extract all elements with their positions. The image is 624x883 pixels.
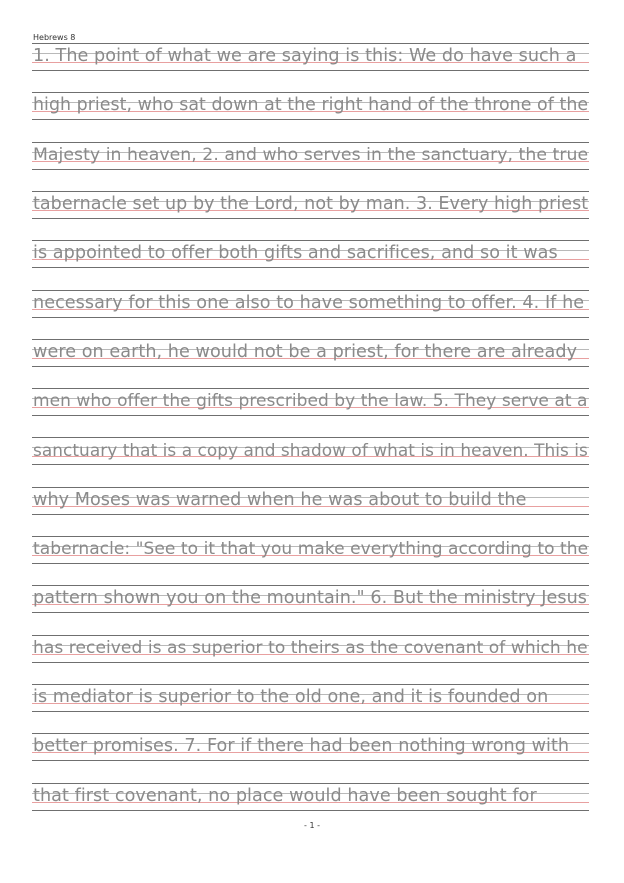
page-title: Hebrews 8 <box>33 33 76 42</box>
writing-row <box>32 437 589 475</box>
rule-line-bot <box>32 366 589 367</box>
writing-row <box>32 142 589 180</box>
rule-line-bot <box>32 760 589 761</box>
rule-line-top <box>32 635 589 636</box>
rule-line-bot <box>32 514 589 515</box>
tracing-text: men who offer the gifts prescribed by the law. 5. They serve at a <box>33 391 588 412</box>
rule-line-top <box>32 92 589 93</box>
tracing-text: necessary for this one also to have something to offer. 4. If he <box>33 292 585 313</box>
tracing-text: better promises. 7. For if there had been nothing wrong with <box>33 736 570 757</box>
writing-row <box>32 191 589 229</box>
rule-line-bot <box>32 317 589 318</box>
rule-line-bot <box>32 70 589 71</box>
writing-row <box>32 783 589 821</box>
tracing-text: is mediator is superior to the old one, and it is founded on <box>33 686 549 707</box>
rule-line-top <box>32 684 589 685</box>
tracing-text: sanctuary that is a copy and shadow of what is in heaven. This is <box>33 440 588 461</box>
rule-line-bot <box>32 612 589 613</box>
writing-row <box>32 635 589 673</box>
tracing-text: has received is as superior to theirs as the covenant of which he <box>33 637 588 658</box>
rule-line-top <box>32 290 589 291</box>
writing-row <box>32 487 589 525</box>
tracing-text: tabernacle: "See to it that you make everything according to the <box>33 539 589 559</box>
writing-row <box>32 240 589 278</box>
writing-row <box>32 684 589 722</box>
writing-row <box>32 290 589 328</box>
rule-line-top <box>32 240 589 241</box>
rule-line-bot <box>32 810 589 811</box>
rule-line-bot <box>32 169 589 170</box>
rule-line-bot <box>32 464 589 465</box>
writing-row <box>32 585 589 623</box>
writing-row <box>32 733 589 771</box>
tracing-text: why Moses was warned when he was about to build the <box>33 489 527 510</box>
tracing-text: that first covenant, no place would have been sought for <box>33 785 537 806</box>
tracing-text: Majesty in heaven, 2. and who serves in the sanctuary, the true <box>33 144 589 165</box>
writing-row <box>32 43 589 81</box>
rule-line-top <box>32 487 589 488</box>
rule-line-top <box>32 437 589 438</box>
writing-row <box>32 536 589 574</box>
rule-line-top <box>32 191 589 192</box>
rule-line-top <box>32 733 589 734</box>
rule-line-top <box>32 585 589 586</box>
rule-line-bot <box>32 267 589 268</box>
tracing-text: 1. The point of what we are saying is this: We do have such a <box>33 46 577 66</box>
tracing-text: tabernacle set up by the Lord, not by man. 3. Every high priest <box>33 193 589 214</box>
rule-line-top <box>32 43 589 44</box>
rule-line-bot <box>32 119 589 120</box>
rule-line-bot <box>32 711 589 712</box>
tracing-text: is appointed to offer both gifts and sacrifices, and so it was <box>33 243 558 264</box>
writing-row <box>32 388 589 426</box>
tracing-text: high priest, who sat down at the right hand of the throne of the <box>33 95 589 116</box>
rule-line-top <box>32 142 589 143</box>
writing-row <box>32 339 589 377</box>
rule-line-bot <box>32 662 589 663</box>
rule-line-top <box>32 783 589 784</box>
tracing-text: pattern shown you on the mountain." 6. But the ministry Jesus <box>33 588 588 609</box>
rule-line-top <box>32 536 589 537</box>
rule-line-top <box>32 339 589 340</box>
rule-line-bot <box>32 415 589 416</box>
rule-line-bot <box>32 563 589 564</box>
rule-line-top <box>32 388 589 389</box>
tracing-text: were on earth, he would not be a priest, for there are already <box>33 341 578 362</box>
page-number: - 1 - <box>304 821 320 830</box>
writing-row <box>32 92 589 130</box>
rule-line-bot <box>32 218 589 219</box>
